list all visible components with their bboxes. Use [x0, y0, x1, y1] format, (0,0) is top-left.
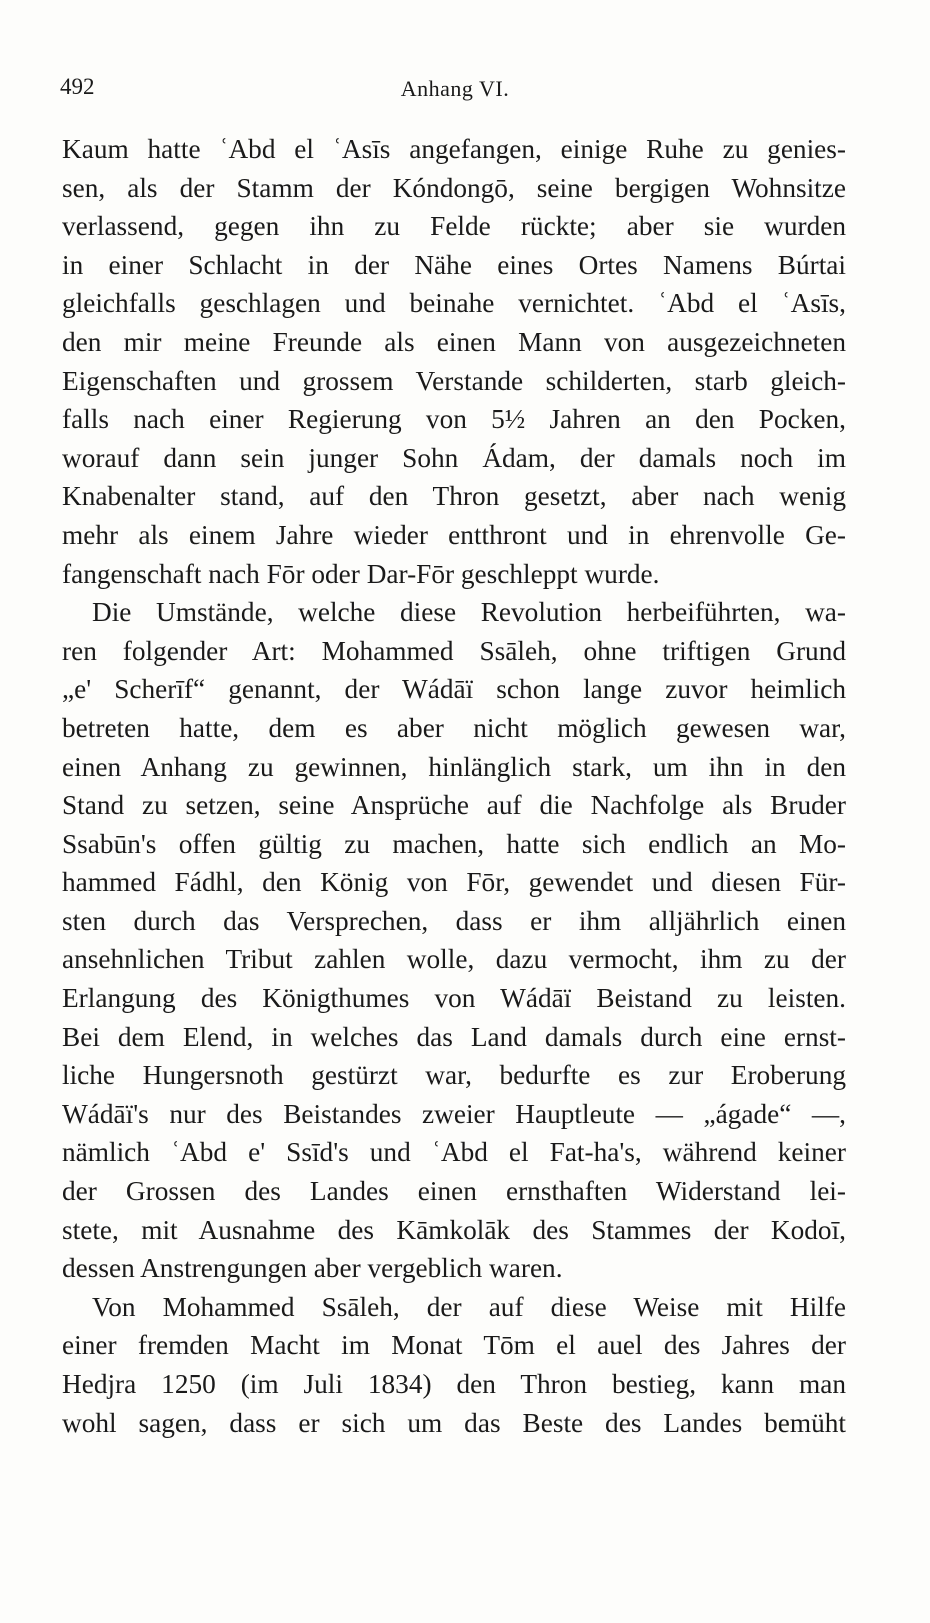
text-line: nämlich ʿAbd e' Ssīd's und ʿAbd el Fat-ha's, während keiner [62, 1137, 846, 1168]
body-text [62, 130, 846, 1442]
text-line: worauf dann sein junger Sohn Ádam, der damals noch im [62, 442, 846, 473]
text-line: betreten hatte, dem es aber nicht möglich gewesen war, [62, 712, 846, 743]
text-line: in einer Schlacht in der Nähe eines Ortes Namens Búrtai [62, 249, 846, 280]
text-line: Stand zu setzen, seine Ansprüche auf die Nachfolge als Bruder [62, 790, 846, 821]
text-line: hammed Fádhl, den König von Fōr, gewendet und diesen Für- [62, 867, 846, 898]
text-line: „e' Scherīf“ genannt, der Wádāï schon lange zuvor heimlich [62, 674, 846, 705]
paragraph [62, 1288, 846, 1442]
text-line: falls nach einer Regierung von 5½ Jahren an den Pocken, [62, 404, 846, 435]
text-line: Eigenschaften und grossem Verstande schilderten, starb gleich- [62, 365, 846, 396]
paragraph [62, 130, 846, 593]
page-header [60, 74, 850, 110]
text-line: fangenschaft nach Fōr oder Dar-Fōr geschleppt wurde. [62, 558, 660, 589]
text-line: einer fremden Macht im Monat Tōm el auel des Jahres der [62, 1330, 846, 1361]
text-line: stete, mit Ausnahme des Kāmkolāk des Stammes der Kodoī, [62, 1214, 846, 1245]
paragraph [62, 593, 846, 1288]
text-line: Hedjra 1250 (im Juli 1834) den Thron bestieg, kann man [62, 1369, 846, 1399]
text-line: Ssabūn's offen gültig zu machen, hatte sich endlich an Mo- [62, 828, 846, 859]
text-line: Die Umstände, welche diese Revolution herbeiführten, wa- [92, 597, 846, 628]
text-line: Kaum hatte ʿAbd el ʿAsīs angefangen, einige Ruhe zu genies- [62, 134, 846, 164]
page-number: 492 [60, 74, 95, 99]
text-line: Bei dem Elend, in welches das Land damals durch eine ernst- [62, 1021, 846, 1052]
text-line: sten durch das Versprechen, dass er ihm alljährlich einen [62, 905, 846, 936]
text-line: gleichfalls geschlagen und beinahe vernichtet. ʿAbd el ʿAsīs, [62, 288, 846, 319]
text-line: wohl sagen, dass er sich um das Beste des Landes bemüht [62, 1407, 846, 1438]
text-line: einen Anhang zu gewinnen, hinlänglich stark, um ihn in den [62, 751, 846, 782]
text-line: sen, als der Stamm der Kóndongō, seine bergigen Wohnsitze [62, 172, 846, 203]
text-line: Wádāï's nur des Beistandes zweier Hauptleute — „ágade“ —, [62, 1098, 846, 1129]
text-line: ansehnlichen Tribut zahlen wolle, dazu vermocht, ihm zu der [62, 944, 846, 975]
text-line: dessen Anstrengungen aber vergeblich waren. [62, 1253, 563, 1284]
text-line: verlassend, gegen ihn zu Felde rückte; aber sie wurden [62, 211, 846, 242]
text-line: mehr als einem Jahre wieder entthront und in ehrenvolle Ge- [62, 519, 846, 550]
text-line: der Grossen des Landes einen ernsthaften Widerstand lei- [62, 1176, 846, 1207]
text-line: liche Hungersnoth gestürzt war, bedurfte es zur Eroberung [62, 1060, 846, 1091]
running-head: Anhang VI. [400, 76, 510, 101]
text-line: Knabenalter stand, auf den Thron gesetzt, aber nach wenig [62, 481, 846, 512]
text-line: den mir meine Freunde als einen Mann von ausgezeichneten [62, 326, 846, 357]
text-line: ren folgender Art: Mohammed Ssāleh, ohne triftigen Grund [62, 635, 846, 666]
text-line: Erlangung des Königthumes von Wádāï Beistand zu leisten. [62, 983, 846, 1014]
text-line: Von Mohammed Ssāleh, der auf diese Weise mit Hilfe [92, 1291, 846, 1322]
